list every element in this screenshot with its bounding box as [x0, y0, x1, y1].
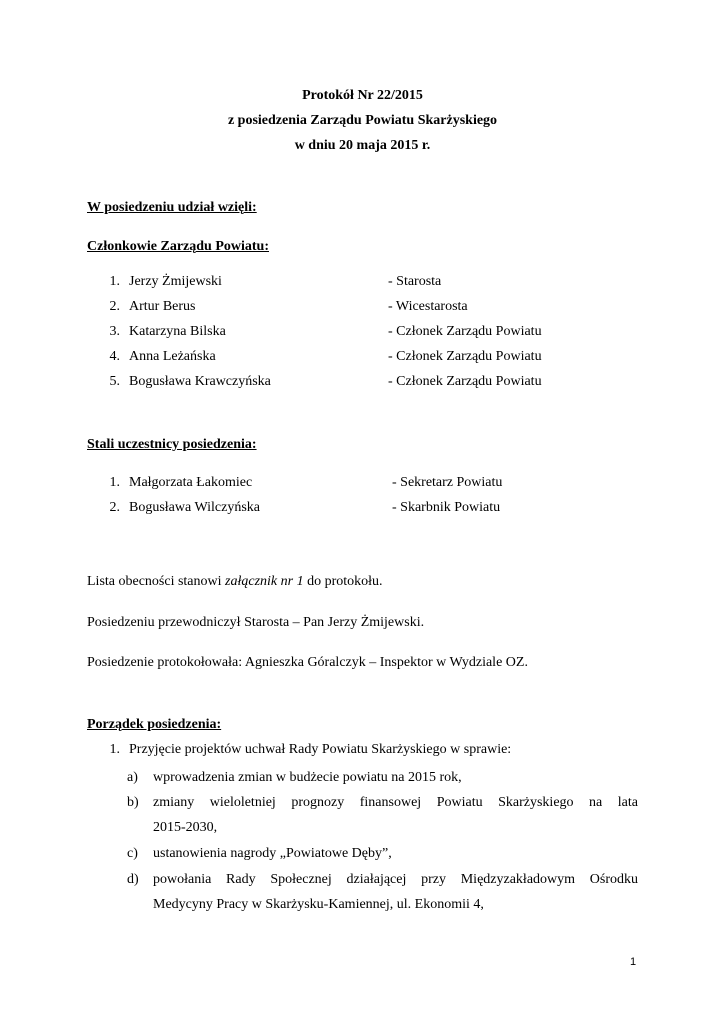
- list-number: 1.: [109, 274, 120, 289]
- member-role: - Członek Zarządu Powiatu: [388, 349, 542, 364]
- subitem-text: ustanowienia nagrody „Powiatowe Dęby”,: [153, 846, 392, 861]
- subitem-letter: d): [127, 872, 139, 887]
- protocol-title: Protokół Nr 22/2015: [302, 88, 423, 103]
- attachment-reference: załącznik nr 1: [225, 574, 304, 589]
- participant-role: - Sekretarz Powiatu: [392, 475, 503, 490]
- agenda-heading: Porządek posiedzenia:: [87, 717, 222, 732]
- note-text: do protokołu.: [303, 574, 383, 589]
- permanent-participants-heading: Stali uczestnicy posiedzenia:: [87, 437, 257, 452]
- subitem-text: powołania Rady Społecznej działającej przy Międzyzakładowym Ośrodku: [153, 872, 638, 887]
- member-role: - Członek Zarządu Powiatu: [388, 374, 542, 389]
- list-number: 3.: [109, 324, 120, 339]
- page-number: 1: [630, 956, 637, 968]
- agenda-item-text: Przyjęcie projektów uchwał Rady Powiatu Skarżyskiego w sprawie:: [129, 742, 512, 757]
- subitem-text: wprowadzenia zmian w budżecie powiatu na 2015 rok,: [153, 770, 462, 785]
- member-name: Anna Leżańska: [129, 349, 216, 364]
- protocol-subtitle: z posiedzenia Zarządu Powiatu Skarżyskiego: [227, 113, 498, 128]
- list-number: 5.: [109, 374, 120, 389]
- chair-note: Posiedzeniu przewodniczył Starosta – Pan Jerzy Żmijewski.: [87, 615, 425, 630]
- agenda-item-number: 1.: [109, 742, 120, 757]
- list-number: 1.: [109, 475, 120, 490]
- attendance-heading: W posiedzeniu udział wzięli:: [87, 200, 257, 215]
- list-number: 2.: [109, 299, 120, 314]
- subitem-text: zmiany wieloletniej prognozy finansowej Powiatu Skarżyskiego na lata: [153, 795, 638, 810]
- member-role: - Wicestarosta: [388, 299, 468, 314]
- member-role: - Starosta: [388, 274, 442, 289]
- member-name: Bogusława Krawczyńska: [129, 374, 271, 389]
- subitem-text-continued: Medycyny Pracy w Skarżysku-Kamiennej, ul. Ekonomii 4,: [153, 897, 484, 912]
- subitem-letter: a): [127, 770, 138, 785]
- subitem-letter: c): [127, 846, 138, 861]
- member-name: Artur Berus: [129, 299, 196, 314]
- member-name: Katarzyna Bilska: [129, 324, 226, 339]
- board-heading: Członkowie Zarządu Powiatu:: [87, 239, 269, 254]
- member-role: - Członek Zarządu Powiatu: [388, 324, 542, 339]
- participant-name: Bogusława Wilczyńska: [129, 500, 260, 515]
- subitem-text-continued: 2015-2030,: [153, 820, 218, 835]
- note-text: Lista obecności stanowi: [87, 574, 226, 589]
- list-number: 4.: [109, 349, 120, 364]
- minutes-taker-note: Posiedzenie protokołowała: Agnieszka Góralczyk – Inspektor w Wydziale OZ.: [87, 655, 528, 670]
- attendance-list-note: [87, 573, 383, 591]
- member-name: Jerzy Żmijewski: [129, 274, 222, 289]
- list-number: 2.: [109, 500, 120, 515]
- participant-name: Małgorzata Łakomiec: [129, 475, 253, 490]
- protocol-date: w dniu 20 maja 2015 r.: [294, 138, 431, 153]
- participant-role: - Skarbnik Powiatu: [392, 500, 501, 515]
- subitem-letter: b): [127, 795, 139, 810]
